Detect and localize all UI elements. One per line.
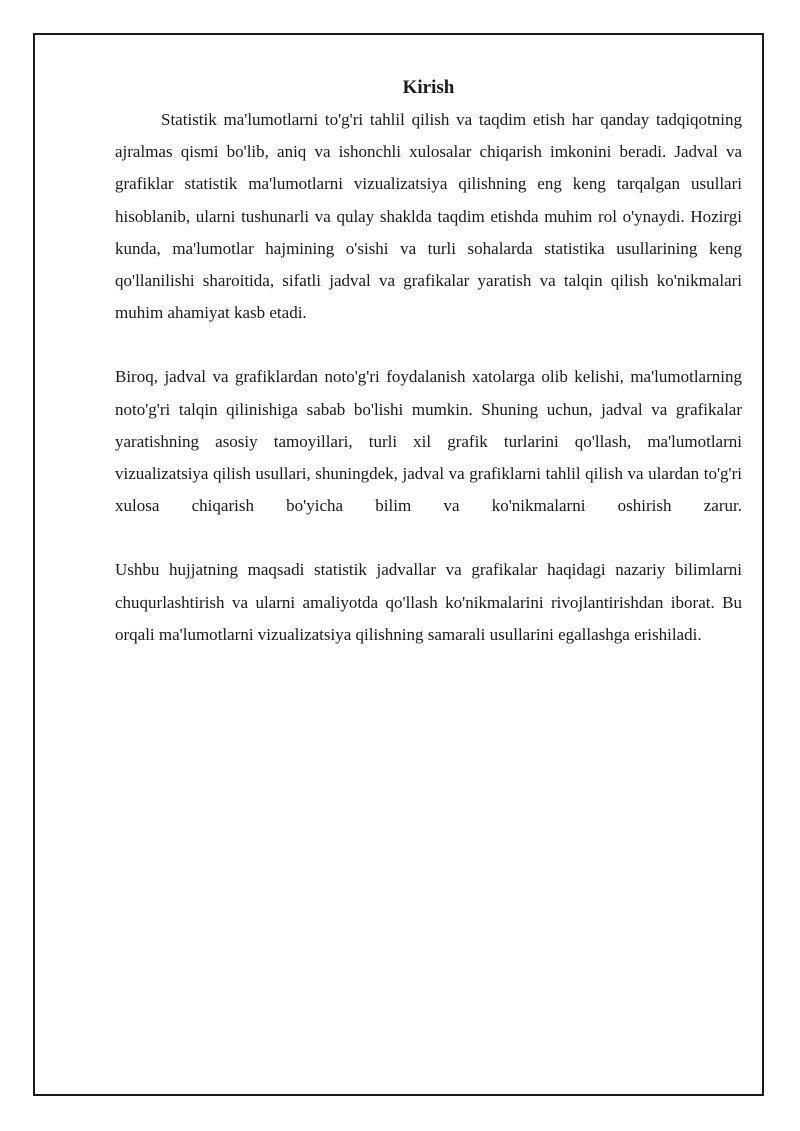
paragraph-problem: Biroq, jadval va grafiklardan noto'g'ri foydalanish xatolarga olib kelishi, ma'lumotlarning noto'g'ri talqin qilinishiga sabab bo'lishi mumkin. Shuning uchun, jadval va grafikalar yaratishning asosiy tamoyillari, turli xil grafik turlarini qo'llash, ma'lumotlarni vizualizatsiya qilish usullari, shuningdek, jadval va grafiklarni tahlil qilish va ulardan to'g'ri xulosa chiqarish bo'yicha bilim va ko'nikmalarni oshirish zarur.	[115, 367, 742, 516]
paragraph-goal: Ushbu hujjatning maqsadi statistik jadvallar va grafikalar haqidagi nazariy bilimlarni chuqurlashtirish va ularni amaliyotda qo'llash ko'nikmalarini rivojlantirishdan iborat. Bu orqali ma'lumotlarni vizualizatsiya qilishning samarali usullarini egallashga erishiladi.	[115, 560, 742, 644]
paragraph-intro: Statistik ma'lumotlarni to'g'ri tahlil qilish va taqdim etish har qanday tadqiqotning ajralmas qismi bo'lib, aniq va ishonchli xulosalar chiqarish imkonini beradi. Jadval va grafiklar statistik ma'lumotlarni vizualizatsiya qilishning eng keng tarqalgan usullari hisoblanib, ularni tushunarli va qulay shaklda taqdim etishda muhim rol o'ynaydi. Hozirgi kunda, ma'lumotlar hajmining o'sishi va turli sohalarda statistika usullarining keng qo'llanilishi sharoitida, sifatli jadval va grafikalar yaratish va talqin qilish ko'nikmalari muhim ahamiyat kasb etadi.	[115, 110, 742, 323]
paragraph-spacer	[115, 329, 742, 361]
paragraph-spacer	[115, 522, 742, 554]
document-body	[115, 72, 742, 651]
document-title: Kirish	[402, 77, 455, 98]
